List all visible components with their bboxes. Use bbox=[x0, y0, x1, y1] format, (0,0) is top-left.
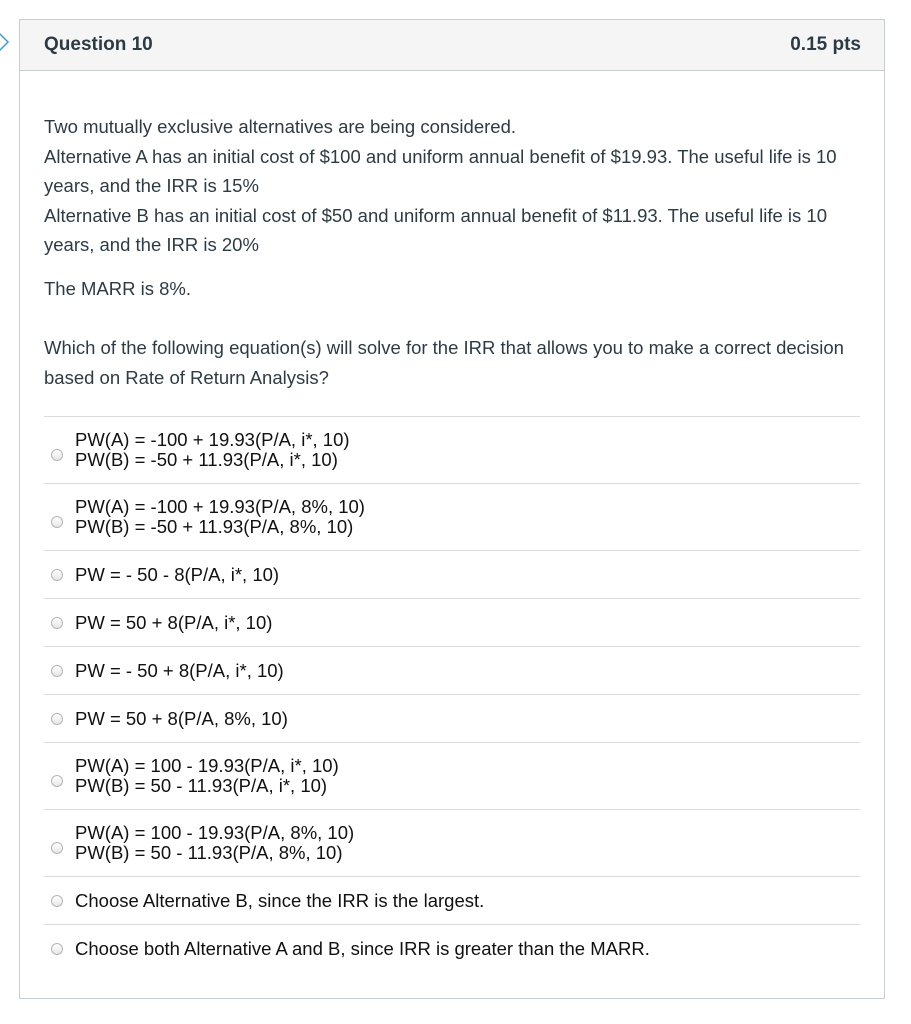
answer-list bbox=[44, 416, 860, 973]
answer-line: PW(A) = -100 + 19.93(P/A, i*, 10) bbox=[75, 429, 350, 450]
answer-label bbox=[75, 430, 350, 470]
radio-button-icon[interactable] bbox=[51, 665, 63, 677]
answer-label bbox=[75, 661, 284, 681]
question-header bbox=[20, 20, 884, 71]
answer-option[interactable] bbox=[44, 417, 860, 484]
answer-label bbox=[75, 709, 288, 729]
radio-button-icon[interactable] bbox=[51, 943, 63, 955]
answer-line: PW(A) = 100 - 19.93(P/A, i*, 10) bbox=[75, 755, 339, 776]
radio-button-icon[interactable] bbox=[51, 617, 63, 629]
answer-option[interactable] bbox=[44, 484, 860, 551]
answer-line: PW(B) = 50 - 11.93(P/A, i*, 10) bbox=[75, 775, 328, 796]
answer-option[interactable] bbox=[44, 695, 860, 743]
answer-line: PW = - 50 - 8(P/A, i*, 10) bbox=[75, 563, 280, 585]
answer-line: PW(B) = -50 + 11.93(P/A, 8%, 10) bbox=[75, 516, 354, 537]
answer-label bbox=[75, 939, 650, 959]
answer-label bbox=[75, 497, 365, 537]
radio-button-icon[interactable] bbox=[51, 775, 63, 787]
answer-line: PW(B) = -50 + 11.93(P/A, i*, 10) bbox=[75, 449, 338, 470]
radio-button-icon[interactable] bbox=[51, 516, 63, 528]
answer-line: PW = 50 + 8(P/A, i*, 10) bbox=[75, 611, 273, 633]
answer-label bbox=[75, 891, 484, 911]
answer-option[interactable] bbox=[44, 877, 860, 925]
answer-line: PW = 50 + 8(P/A, 8%, 10) bbox=[75, 707, 288, 729]
answer-label bbox=[75, 756, 339, 796]
answer-option[interactable] bbox=[44, 551, 860, 599]
question-text-line: Alternative A has an initial cost of $100 and uniform annual benefit of $19.93. The useful life is 10 years, and the IRR is 15% bbox=[44, 145, 837, 196]
answer-option[interactable] bbox=[44, 599, 860, 647]
question-text bbox=[44, 112, 860, 392]
question-text-line: Alternative B has an initial cost of $50 and uniform annual benefit of $11.93. The useful life is 10 years, and the IRR is 20% bbox=[44, 204, 827, 255]
answer-option[interactable] bbox=[44, 647, 860, 695]
question-title: Question 10 bbox=[44, 34, 153, 55]
radio-button-icon[interactable] bbox=[51, 842, 63, 854]
question-points: 0.15 pts bbox=[790, 34, 861, 55]
flag-question-icon[interactable] bbox=[0, 31, 10, 53]
radio-button-icon[interactable] bbox=[51, 449, 63, 461]
answer-line: PW = - 50 + 8(P/A, i*, 10) bbox=[75, 659, 284, 681]
answer-label bbox=[75, 823, 354, 863]
question-body bbox=[20, 71, 884, 973]
question-text-line: Two mutually exclusive alternatives are being considered. bbox=[44, 116, 516, 137]
answer-option[interactable] bbox=[44, 925, 860, 973]
radio-button-icon[interactable] bbox=[51, 895, 63, 907]
answer-line: PW(A) = -100 + 19.93(P/A, 8%, 10) bbox=[75, 496, 365, 517]
answer-line: Choose both Alternative A and B, since IRR is greater than the MARR. bbox=[75, 938, 650, 959]
answer-option[interactable] bbox=[44, 810, 860, 877]
answer-line: PW(A) = 100 - 19.93(P/A, 8%, 10) bbox=[75, 822, 355, 843]
answer-line: PW(B) = 50 - 11.93(P/A, 8%, 10) bbox=[75, 842, 343, 863]
radio-button-icon[interactable] bbox=[51, 713, 63, 725]
radio-button-icon[interactable] bbox=[51, 569, 63, 581]
question-prompt: Which of the following equation(s) will solve for the IRR that allows you to make a correct decision based on Rate of Return Analysis? bbox=[44, 337, 844, 388]
answer-label bbox=[75, 613, 272, 633]
answer-label bbox=[75, 565, 279, 585]
answer-line: Choose Alternative B, since the IRR is the largest. bbox=[75, 889, 485, 911]
question-card bbox=[19, 19, 885, 999]
answer-option[interactable] bbox=[44, 743, 860, 810]
question-text-line: The MARR is 8%. bbox=[44, 277, 192, 299]
